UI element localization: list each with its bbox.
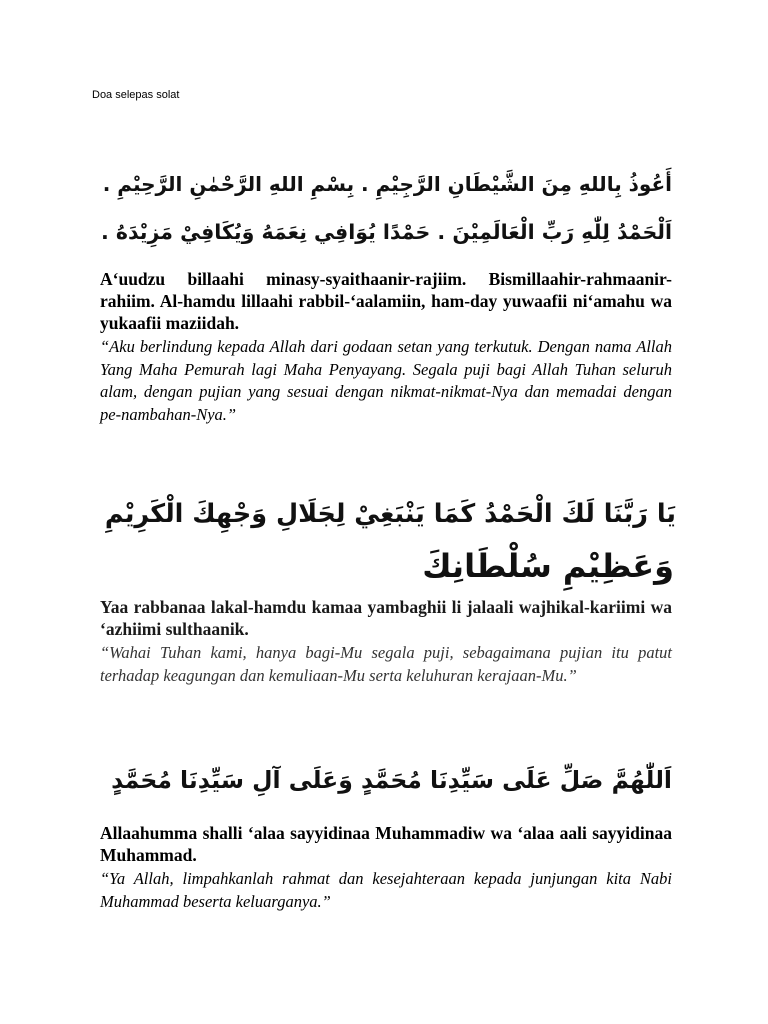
transliteration: Allaahumma shalli ‘alaa sayyidinaa Muhammadiw wa ‘alaa aali sayyidinaa Muhammad. xyxy=(100,823,672,865)
prayer-3-text xyxy=(100,822,672,913)
meaning-translation: “Ya Allah, limpahkanlah rahmat dan kesejahteraan kepada junjungan kita Nabi Muhammad beserta keluarganya.” xyxy=(100,869,672,911)
arabic-line: اَللّٰهُمَّ صَلِّ عَلَى سَيِّدِنَا مُحَمَّدٍ وَعَلَى آلِ سَيِّدِنَا مُحَمَّدٍ xyxy=(111,766,672,794)
arabic-prayer-3 xyxy=(100,756,672,804)
arabic-prayer-2 xyxy=(96,488,676,592)
prayer-2-text xyxy=(100,596,672,687)
page-title: Doa selepas solat xyxy=(92,89,180,101)
transliteration: Yaa rabbanaa lakal-hamdu kamaa yambaghii li jalaali wajhikal-kariimi wa ‘azhiimi sulthaanik. xyxy=(100,597,672,639)
arabic-line: أَعُوذُ بِاللهِ مِنَ الشَّيْطَانِ الرَّجِيْمِ . بِسْمِ اللهِ الرَّحْمٰنِ الرَّحِيْمِ . xyxy=(102,172,672,196)
prayer-1-text xyxy=(100,268,672,426)
meaning-translation: “Wahai Tuhan kami, hanya bagi-Mu segala puji, sebagaimana pujian itu patut terhadap keagungan dan kemuliaan-Mu serta keluhuran kerajaan-Mu.” xyxy=(100,643,672,685)
transliteration: A‘uudzu billaahi minasy-syaithaanir-rajiim. Bismillaahir-rahmaanir-rahiim. Al-hamdu lillaahi rabbil-‘aalamiin, ham-day yuwaafii ni‘amahu wa yukaafii maziidah. xyxy=(100,269,672,333)
arabic-line: وَعَظِيْمِ سُلْطَانِكَ xyxy=(422,547,674,585)
meaning-translation: “Aku berlindung kepada Allah dari godaan setan yang terkutuk. Dengan nama Allah Yang Maha Pemurah lagi Maha Penyayang. Segala puji bagi Allah Tuhan seluruh alam, dengan pujian yang sesuai dengan nikmat-nikmat-Nya dan memadai dengan pe-nambahan-Nya.” xyxy=(100,337,672,424)
arabic-line: يَا رَبَّنَا لَكَ الْحَمْدُ كَمَا يَنْبَغِيْ لِجَلَالِ وَجْهِكَ الْكَرِيْمِ xyxy=(104,499,676,529)
arabic-prayer-1 xyxy=(100,160,672,256)
arabic-line: اَلْحَمْدُ لِلّٰهِ رَبِّ الْعَالَمِيْنَ . حَمْدًا يُوَافِي نِعَمَهُ وَيُكَافِيْ مَزِيْدَهُ . xyxy=(100,220,672,244)
